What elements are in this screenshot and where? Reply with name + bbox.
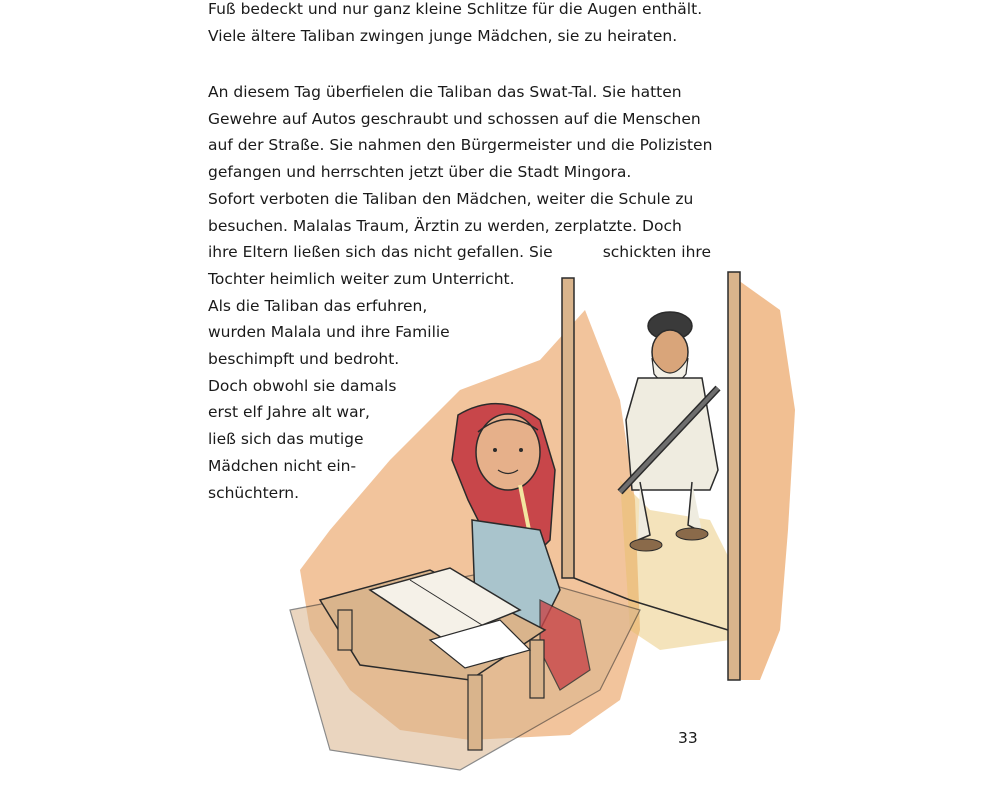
paragraph-2 [208, 79, 712, 506]
page-number: 33 [678, 729, 698, 747]
text-line: Fuß bedeckt und nur ganz kleine Schlitze für die Augen enthält. [208, 0, 703, 18]
text-fragment: ihre Eltern ließen sich das nicht gefallen. Sie [208, 243, 553, 262]
text-line: erst elf Jahre alt war, [208, 403, 370, 422]
text-line: An diesem Tag überfielen die Taliban das Swat-Tal. Sie hatten [208, 83, 682, 101]
text-line: ließ sich das mutige [208, 430, 364, 449]
text-line: besuchen. Malalas Traum, Ärztin zu werden, zerplatzte. Doch [208, 216, 682, 235]
paragraph-1 [208, 0, 702, 49]
text-line: gefangen und herrschten jetzt über die Stadt Mingora. [208, 163, 632, 182]
text-line: Viele ältere Taliban zwingen junge Mädchen, sie zu heiraten. [208, 26, 678, 45]
text-line: Tochter heimlich weiter zum Unterricht. [208, 269, 515, 288]
door-frame-right [728, 272, 740, 680]
watercolor-wash [738, 280, 795, 680]
text-line: auf der Straße. Sie nahmen den Bürgermeister und die Polizisten [208, 136, 713, 155]
text-line: Doch obwohl sie damals [208, 376, 397, 395]
text-line: Gewehre auf Autos geschraubt und schossen auf die Menschen [208, 109, 701, 128]
text-line: Mädchen nicht ein- [208, 456, 357, 475]
text-fragment: schickten ihre [602, 243, 711, 262]
text-line: Sofort verboten die Taliban den Mädchen, weiter die Schule zu [208, 189, 694, 208]
text-line: schüchtern. [208, 483, 300, 502]
text-line: beschimpft und bedroht. [208, 350, 400, 369]
text-line [208, 239, 712, 266]
text-line: Als die Taliban das erfuhren, [208, 296, 428, 315]
text-line: wurden Malala und ihre Familie [208, 323, 450, 342]
